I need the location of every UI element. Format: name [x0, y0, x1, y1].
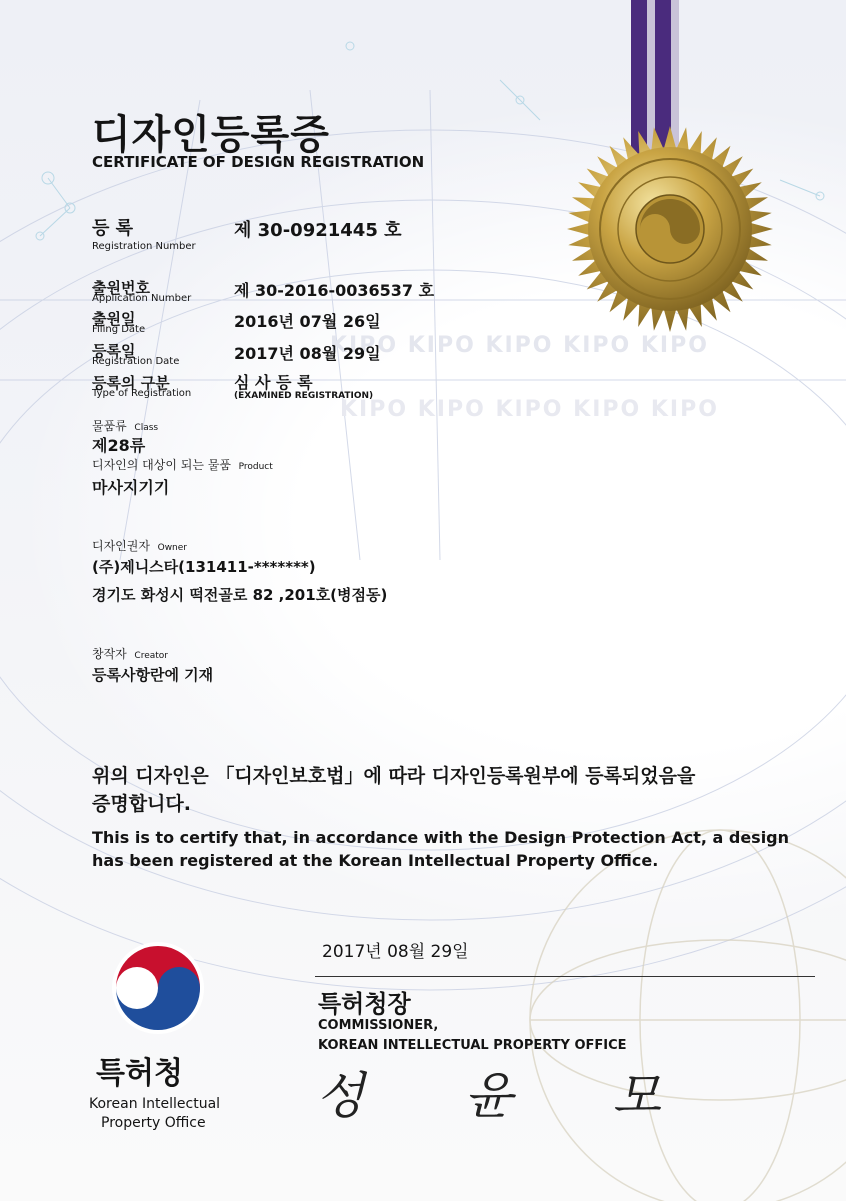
issue-date: 2017년 08월 29일: [322, 942, 469, 962]
signatory-title-english-line2: KOREAN INTELLECTUAL PROPERTY OFFICE: [318, 1038, 627, 1053]
owner-name: (주)제니스타(131411-*******): [92, 558, 316, 576]
application-number: 제 30-2016-0036537 호: [234, 281, 435, 300]
gold-seal-icon: [566, 125, 774, 333]
filing-date-label: 출원일: [92, 310, 136, 328]
registration-type-label-english: Type of Registration: [92, 388, 192, 399]
registration-label: 등 록: [92, 218, 134, 239]
owner-label: 디자인권자 Owner: [92, 539, 187, 553]
certification-korean: 위의 디자인은 「디자인보호법」에 따라 디자인등록원부에 등록되었음을 증명합니다.: [92, 765, 696, 815]
class-label: 물품류 Class: [92, 419, 159, 433]
signatory-title-english-line1: COMMISSIONER,: [318, 1018, 439, 1033]
watermark-text: KIPO KIPO KIPO KIPO KIPO: [330, 333, 709, 358]
signature-divider: [315, 976, 815, 977]
registration-type-english: (EXAMINED REGISTRATION): [234, 391, 374, 401]
creator-value: 등록사항란에 기재: [92, 666, 214, 684]
certification-english: This is to certify that, in accordance with the Design Protection Act, a design has been registered at the Korean Intellectual Property Office.: [92, 828, 790, 870]
application-number-label: 출원번호: [92, 279, 150, 297]
registration-number: 제 30-0921445 호: [234, 220, 402, 241]
registration-type-label: 등록의 구분: [92, 374, 170, 392]
registration-date-label-english: Registration Date: [92, 356, 180, 367]
registration-date-label: 등록일: [92, 342, 136, 360]
registration-type: 심 사 등 록: [234, 373, 313, 392]
handwritten-signature: [310, 1055, 703, 1135]
filing-date: 2016년 07월 26일: [234, 312, 381, 331]
owner-address: 경기도 화성시 떡전골로 82 ,201호(병점동): [92, 586, 388, 604]
kipo-logo-icon: [108, 938, 208, 1038]
signatory-title-korean: 특허청장: [318, 990, 411, 1018]
watermark-text: KIPO KIPO KIPO KIPO KIPO: [340, 397, 719, 422]
registration-date: 2017년 08월 29일: [234, 344, 381, 363]
product-label: 디자인의 대상이 되는 물품 Product: [92, 458, 273, 472]
kipo-logo-english-line1: Korean Intellectual: [89, 1096, 221, 1112]
registration-label-english: Registration Number: [92, 241, 196, 252]
creator-label: 창작자 Creator: [92, 647, 168, 661]
class-value: 제28류: [92, 436, 146, 455]
kipo-logo-english-line2: Property Office: [101, 1115, 206, 1131]
application-number-label-english: Application Number: [92, 293, 192, 304]
certificate-title-korean: 디자인등록증: [92, 112, 330, 158]
certificate-title-english: CERTIFICATE OF DESIGN REGISTRATION: [92, 153, 425, 171]
filing-date-label-english: Filing Date: [92, 324, 146, 335]
product-value: 마사지기기: [92, 478, 170, 497]
svg-text:성 윤 모: 성 윤 모: [316, 1067, 703, 1125]
kipo-logo-korean: 특허청: [96, 1056, 183, 1091]
